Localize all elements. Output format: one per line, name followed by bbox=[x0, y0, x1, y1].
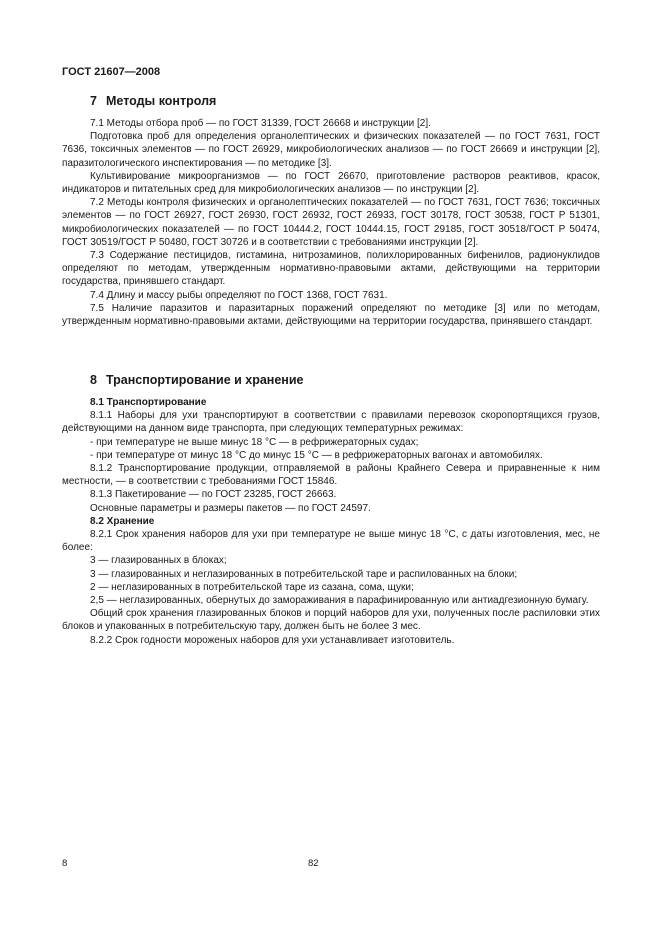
paragraph-8-1-3-packets: Основные параметры и размеры пакетов — по ГОСТ 24597. bbox=[90, 502, 371, 514]
paragraph-8-2-1: 8.2.1 Срок хранения наборов для ухи при температуре не выше минус 18 °С, с даты изготовления, мес, не более: bbox=[62, 529, 600, 554]
paragraph-8-2-2: 8.2.2 Срок годности мороженых наборов для ухи устанавливает изготовитель. bbox=[90, 634, 455, 646]
paragraph-8-1-1: 8.1.1 Наборы для ухи транспортируют в соответствии с правилами перевозок скоропортящихся грузов, действующими на данном виде транспорта, при следующих температурных режимах: bbox=[62, 410, 600, 435]
paragraph-8-1-2: 8.1.2 Транспортирование продукции, отправляемой в районы Крайнего Севера и приравненные к ним местности, — в соответствии с требованиями ГОСТ 15846. bbox=[62, 463, 600, 488]
section-7-heading bbox=[90, 94, 216, 108]
paragraph-8-1-3: 8.1.3 Пакетирование — по ГОСТ 23285, ГОСТ 26663. bbox=[90, 489, 337, 501]
paragraph-7-3: 7.3 Содержание пестицидов, гистамина, нитрозаминов, полихлорированных бифенилов, радионуклидов определяют по методам, утвержденным нормативно-правовыми актами, действующими на территории государства, принявшего стандарт. bbox=[62, 250, 600, 288]
section-7-number: 7 bbox=[90, 94, 97, 108]
list-item-temp-1: - при температуре не выше минус 18 °С — в рефрижераторных судах; bbox=[90, 436, 419, 448]
section-7-body bbox=[62, 117, 600, 328]
section-8-heading bbox=[90, 373, 304, 387]
page-number-left: 8 bbox=[62, 858, 68, 869]
paragraph-7-1: 7.1 Методы отбора проб — по ГОСТ 31339, ГОСТ 26668 и инструкции [2]. bbox=[90, 118, 431, 129]
section-8-body bbox=[62, 396, 600, 647]
paragraph-7-5: 7.5 Наличие паразитов и паразитарных поражений определяют по методике [3] или по методам, утвержденным нормативно-правовыми актами, действующими на территории государства, принявшего стандарт. bbox=[62, 302, 600, 328]
list-item-storage-1: 3 — глазированных в блоках; bbox=[90, 555, 227, 567]
section-8-title: Транспортирование и хранение bbox=[106, 373, 304, 387]
subsection-8-2-heading: 8.2 Хранение bbox=[90, 515, 155, 527]
document-code: ГОСТ 21607—2008 bbox=[62, 66, 161, 78]
subsection-8-1-heading: 8.1 Транспортирование bbox=[90, 397, 207, 408]
page-number-center: 82 bbox=[308, 858, 319, 869]
list-item-storage-2: 3 — глазированных и неглазированных в потребительской таре и распилованных на блоки; bbox=[90, 568, 518, 580]
paragraph-8-2-1-total: Общий срок хранения глазированных блоков и порций наборов для ухи, полученных после распиловки этих блоков и упакованных в потребительскую тару, должен быть не более 3 мес. bbox=[62, 608, 600, 633]
paragraph-7-2: 7.2 Методы контроля физических и органолептических показателей — по ГОСТ 7631, ГОСТ 7636; токсичных элементов — по ГОСТ 26927, ГОСТ 26930, ГОСТ 26932, ГОСТ 26933, ГОСТ 30178, ГОСТ 30538, ГОСТ Р 51301, микробиологических показателей — по ГОСТ 10444.2, ГОСТ 10444.15, ГОСТ 29185, ГОСТ 30518/ГОСТ Р 50474, ГОСТ 30519/ГОСТ Р 50480, ГОСТ 30726 и в соответствии с требованиями инструкции [2]. bbox=[62, 197, 600, 248]
paragraph-7-4: 7.4 Длину и массу рыбы определяют по ГОСТ 1368, ГОСТ 7631. bbox=[90, 289, 388, 301]
list-item-storage-4: 2,5 — неглазированных, обернутых до замораживания в парафинированную или антиадгезионную бумагу. bbox=[90, 595, 589, 607]
list-item-storage-3: 2 — неглазированных в потребительской таре из сазана, сома, щуки; bbox=[90, 581, 414, 593]
list-item-temp-2: - при температуре от минус 18 °С до минус 15 °С — в рефрижераторных вагонах и автомобилях. bbox=[90, 449, 543, 461]
section-7-title: Методы контроля bbox=[106, 94, 217, 108]
paragraph-7-1-culture: Культивирование микроорганизмов — по ГОСТ 26670, приготовление растворов реактивов, красок, индикаторов и питательных сред для микробиологических анализов — по инструкции [2]. bbox=[62, 170, 600, 196]
paragraph-7-1-prep: Подготовка проб для определения органолептических и физических показателей — по ГОСТ 7631, ГОСТ 7636, токсичных элементов — по ГОСТ 26929, микробиологических анализов — по ГОСТ 26669 и инструкции [2], паразитологического инспектирования — по методике [3]. bbox=[62, 131, 600, 169]
section-8-number: 8 bbox=[90, 373, 97, 387]
